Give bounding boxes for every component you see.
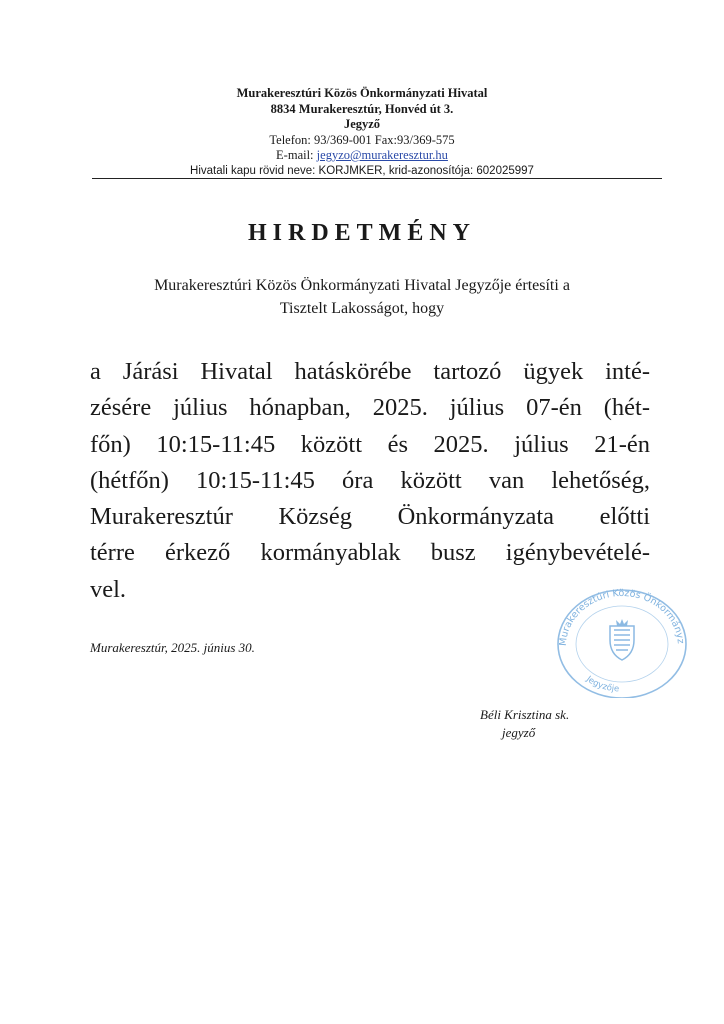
office-role: Jegyző	[343, 117, 381, 131]
intro-text	[0, 274, 724, 320]
email-link[interactable]: jegyzo@murakeresztur.hu	[316, 148, 448, 162]
hivatali-kapu-info: Hivatali kapu rövid neve: KORJMKER, krid-azonosítója: 602025997	[190, 164, 534, 177]
letterhead	[0, 86, 724, 179]
body-line: a Járási Hivatal hatáskörébe tartozó ügyek inté-	[90, 358, 650, 385]
phone-fax: Telefon: 93/369-001 Fax:93/369-575	[269, 132, 455, 147]
body-line: vel.	[90, 575, 127, 603]
document-date: Murakeresztúr, 2025. június 30.	[90, 640, 255, 655]
intro-line-2: Tisztelt Lakosságot, hogy	[279, 300, 445, 317]
intro-line-1: Murakeresztúri Közös Önkormányzati Hivatal Jegyzője értesíti a	[154, 277, 570, 294]
svg-text:Murakeresztúri Közös Önkormány: Murakeresztúri Közös Önkormányz	[557, 587, 686, 647]
stamp-seal-icon	[548, 584, 690, 698]
signer-name: Béli Krisztina sk.	[480, 707, 570, 722]
office-name: Murakeresztúri Közös Önkormányzati Hivatal	[236, 86, 488, 100]
svg-text:Jegyzője: Jegyzője	[584, 674, 620, 695]
email-label: E-mail:	[276, 148, 314, 162]
body-line: térre érkező kormányablak busz igénybevételé-	[90, 539, 650, 567]
signer-role: jegyző	[502, 725, 536, 740]
body-line: zésére július hónapban, 2025. július 07-én (hét-	[90, 394, 650, 422]
body-line: főn) 10:15-11:45 között és 2025. július 21-én	[90, 430, 650, 458]
email-line	[0, 148, 724, 164]
document-title: HIRDETMÉNY	[247, 220, 476, 246]
announcement-body	[90, 354, 650, 608]
office-address: 8834 Murakeresztúr, Honvéd út 3.	[270, 101, 454, 116]
body-line: (hétfőn) 10:15-11:45 óra között van lehetőség,	[90, 466, 650, 494]
official-stamp	[548, 584, 690, 698]
header-divider	[92, 178, 662, 179]
body-line: Murakeresztúr Község Önkormányzata előtti	[90, 503, 650, 531]
signature-block	[480, 706, 569, 742]
